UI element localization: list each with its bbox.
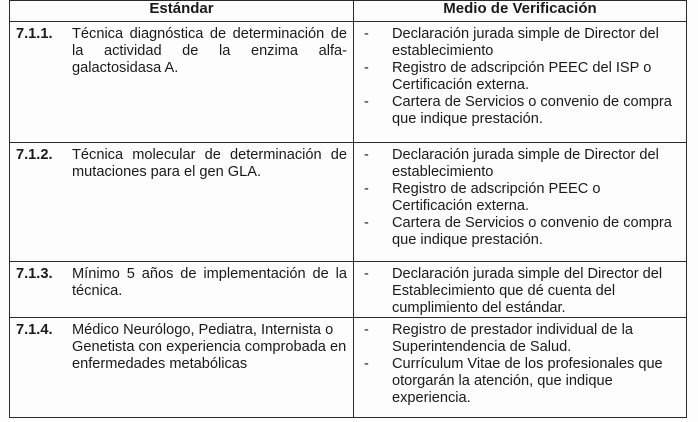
verification-cell [354, 318, 687, 418]
verification-cell [354, 262, 687, 318]
standard-code: 7.1.2. [16, 147, 53, 163]
standard-cell [10, 318, 354, 418]
table-row [10, 262, 687, 318]
standard-cell [10, 143, 354, 262]
list-item [360, 60, 680, 94]
bullet-dash: - [364, 322, 369, 338]
verification-item: Registro de adscripción PEEC o Certificación externa. [392, 181, 601, 214]
verification-list [354, 262, 686, 317]
standards-table [9, 0, 687, 418]
list-item [360, 215, 680, 249]
standard-description: Médico Neurólogo, Pediatra, Internista o Genetista con experiencia comprobada en enfermedades metabólicas [72, 322, 347, 372]
bullet-dash: - [364, 266, 369, 282]
verification-item: Declaración jurada simple de Director del establecimiento [392, 26, 659, 59]
table-row [10, 318, 687, 418]
bullet-dash: - [364, 356, 369, 372]
verification-item: Currículum Vitae de los profesionales que otorgarán la atención, que indique experiencia. [392, 356, 663, 406]
verification-cell [354, 143, 687, 262]
list-item [360, 147, 680, 181]
table-row [10, 143, 687, 262]
standard-code: 7.1.1. [16, 26, 53, 42]
verification-item: Declaración jurada simple de Director del establecimiento [392, 147, 659, 180]
bullet-dash: - [364, 60, 369, 76]
verification-list [354, 143, 686, 249]
verification-item: Registro de adscripción PEEC del ISP o Certificación externa. [392, 60, 652, 93]
table-header-row [10, 1, 687, 22]
list-item [360, 266, 680, 317]
standard-description: Mínimo 5 años de implementación de la técnica. [72, 266, 347, 299]
header-standard: Estándar [10, 1, 354, 22]
standard-cell [10, 22, 354, 143]
bullet-dash: - [364, 147, 369, 163]
verification-cell [354, 22, 687, 143]
standard-description: Técnica diagnóstica de determinación de la actividad de la enzima alfa-galactosidasa A. [72, 26, 347, 76]
bullet-dash: - [364, 215, 369, 231]
verification-item: Declaración jurada simple del Director del Establecimiento que dé cuenta del cumplimiento del estándar. [392, 266, 663, 316]
standard-code: 7.1.3. [16, 266, 53, 282]
list-item [360, 181, 680, 215]
bullet-dash: - [364, 181, 369, 197]
list-item [360, 94, 680, 128]
verification-list [354, 318, 686, 407]
verification-item: Cartera de Servicios o convenio de compra que indique prestación. [392, 94, 672, 127]
standard-description: Técnica molecular de determinación de mutaciones para el gen GLA. [72, 147, 347, 180]
verification-list [354, 22, 686, 128]
verification-item: Registro de prestador individual de la Superintendencia de Salud. [392, 322, 633, 355]
bullet-dash: - [364, 26, 369, 42]
standard-cell [10, 262, 354, 318]
list-item [360, 322, 680, 356]
table-row [10, 22, 687, 143]
list-item [360, 356, 680, 407]
standard-code: 7.1.4. [16, 322, 53, 338]
list-item [360, 26, 680, 60]
bullet-dash: - [364, 94, 369, 110]
header-verification: Medio de Verificación [354, 1, 687, 22]
verification-item: Cartera de Servicios o convenio de compra que indique prestación. [392, 215, 672, 248]
